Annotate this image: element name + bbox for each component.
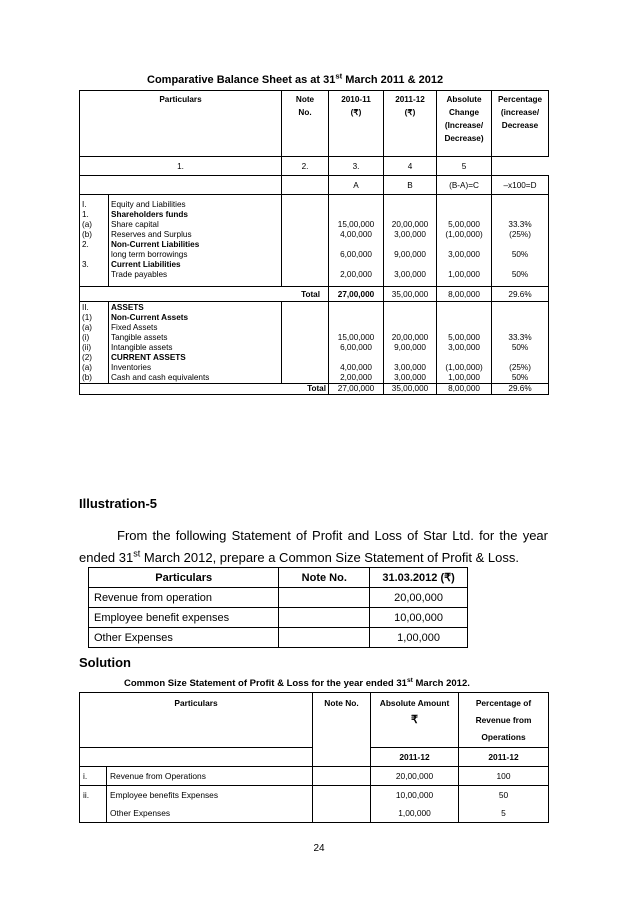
total-label-2: Total: [80, 384, 329, 395]
title-sup: st: [335, 71, 343, 81]
header-absolute-change: Absolute Change (Increase/ Decrease): [437, 91, 492, 157]
pl-label: Revenue from operation: [89, 588, 279, 608]
illustration-text: [79, 525, 548, 569]
sec1-note-col: [282, 195, 329, 287]
page-number: 24: [313, 843, 325, 854]
pl-note: [279, 628, 370, 648]
cs-pct: 5: [459, 804, 549, 823]
pl-label: Other Expenses: [89, 628, 279, 648]
sec2-pct-col: 33.3% 50% (25%) 50%: [492, 302, 549, 384]
total1-chg: 8,00,000: [437, 287, 492, 302]
header-2010-11: 2010-11 (₹): [329, 91, 384, 157]
pl-value: 10,00,000: [370, 608, 468, 628]
pl-note: [279, 608, 370, 628]
num-4: 4: [384, 157, 437, 176]
header-percentage: Percentage (increase/ Decrease: [492, 91, 549, 157]
sec1-y2-col: 20,00,000 3,00,000 9,00,000 3,00,000: [384, 195, 437, 287]
cs-label: Employee benefits Expenses: [107, 786, 313, 805]
total-row-1: [80, 287, 549, 302]
total1-y2: 35,00,000: [384, 287, 437, 302]
comparative-balance-sheet-table: [79, 90, 549, 395]
total2-chg: 8,00,000: [437, 384, 492, 395]
table-row: [80, 786, 549, 805]
pl-label: Employee benefit expenses: [89, 608, 279, 628]
pl-header-row: [89, 568, 468, 588]
letter-a: A: [329, 176, 384, 195]
letter-c: (B-A)=C: [437, 176, 492, 195]
blank-cell: [80, 176, 282, 195]
total2-y1: 27,00,000: [329, 384, 384, 395]
total1-y1: 27,00,000: [329, 287, 384, 302]
sec2-note-col: [282, 302, 329, 384]
cs-num: [80, 804, 107, 823]
pl-header-date: 31.03.2012 (₹): [370, 568, 468, 588]
sec1-y1-col: 15,00,000 4,00,000 6,00,000 2,00,000: [329, 195, 384, 287]
equity-liabilities-section: [80, 195, 549, 287]
total1-pct: 29.6%: [492, 287, 549, 302]
table-row: [89, 608, 468, 628]
cs-year-b: 2011-12: [459, 748, 549, 767]
pl-header-note: Note No.: [279, 568, 370, 588]
blank-cell: [282, 176, 329, 195]
cs-amount: 10,00,000: [371, 786, 459, 805]
table-row: [89, 588, 468, 608]
num-3: 3.: [329, 157, 384, 176]
cs-pct: 100: [459, 767, 549, 786]
cs-header-particulars: Particulars: [80, 693, 313, 748]
letters-row: [80, 176, 549, 195]
cs-note: [313, 767, 371, 786]
cs-pct: 50: [459, 786, 549, 805]
cs-label: Other Expenses: [107, 804, 313, 823]
cs-amount: 20,00,000: [371, 767, 459, 786]
sec2-num-col: II. (1) (a) (i) (ii) (2) (a) (b): [80, 302, 109, 384]
cs-note: [313, 786, 371, 805]
illustration-line-1: From the following Statement of Profit and Loss of Star Ltd. for the year: [117, 528, 548, 543]
pl-value: 20,00,000: [370, 588, 468, 608]
sec1-pct-col: 33.3% (25%) 50% 50%: [492, 195, 549, 287]
cs-num: ii.: [80, 786, 107, 805]
sec1-num-col: I. 1. (a) (b) 2. 3.: [80, 195, 109, 287]
cs-header-percentage: Percentage of Revenue from Operations: [459, 693, 549, 748]
cs-label: Revenue from Operations: [107, 767, 313, 786]
cs-note: [313, 804, 371, 823]
total2-pct: 29.6%: [492, 384, 549, 395]
header-particulars: Particulars: [80, 91, 282, 157]
table-row: [80, 767, 549, 786]
pl-header-particulars: Particulars: [89, 568, 279, 588]
sec2-chg-col: 5,00,000 3,00,000 (1,00,000) 1,00,000: [437, 302, 492, 384]
cs-header-note: Note No.: [313, 693, 371, 767]
cs-amount: 1,00,000: [371, 804, 459, 823]
num-2: 2.: [282, 157, 329, 176]
sec2-y1-col: 15,00,000 6,00,000 4,00,000 2,00,000: [329, 302, 384, 384]
num-1: 1.: [80, 157, 282, 176]
pl-value: 1,00,000: [370, 628, 468, 648]
balance-sheet-title: [147, 71, 444, 86]
letter-b: B: [384, 176, 437, 195]
cs-year-a: 2011-12: [371, 748, 459, 767]
title-text: Comparative Balance Sheet as at 31: [147, 74, 336, 86]
common-size-table: [79, 692, 549, 823]
num-5: 5: [437, 157, 492, 176]
numbering-row: [80, 157, 549, 176]
total-row-2: [80, 384, 549, 395]
cs-num: i.: [80, 767, 107, 786]
title-rest: March 2011 & 2012: [342, 74, 444, 86]
header-note: Note No.: [282, 91, 329, 157]
pl-note: [279, 588, 370, 608]
assets-section: [80, 302, 549, 384]
total-label-1: Total: [80, 287, 329, 302]
solution-title: Common Size Statement of Profit & Loss for the year ended 31st March 2012.: [124, 676, 470, 689]
solution-heading: Solution: [79, 655, 131, 670]
illustration-line-2: ended 31st March 2012, prepare a Common Size Statement of Profit & Loss.: [79, 548, 519, 565]
illustration-heading: Illustration-5: [79, 496, 158, 511]
cs-header-absolute: Absolute Amount ₹: [371, 693, 459, 748]
total2-y2: 35,00,000: [384, 384, 437, 395]
table-row: [89, 628, 468, 648]
sec2-y2-col: 20,00,000 9,00,000 3,00,000 3,00,000: [384, 302, 437, 384]
profit-loss-table: [88, 567, 468, 648]
sec1-chg-col: 5,00,000 (1,00,000) 3,00,000 1,00,000: [437, 195, 492, 287]
header-row: [80, 91, 549, 157]
cs-header-row: [80, 693, 549, 748]
blank-cell: [80, 748, 313, 767]
header-2011-12: 2011-12 (₹): [384, 91, 437, 157]
letter-d: –x100=D: [492, 176, 549, 195]
table-row: [80, 804, 549, 823]
sec1-label-col: Equity and Liabilities Shareholders funds Share capital Reserves and Surplus Non-Current Liabilities long term borrowings Current Liabilities Trade payables: [109, 195, 282, 287]
sec2-label-col: ASSETS Non-Current Assets Fixed Assets Tangible assets Intangible assets CURRENT ASSETS Inventories Cash and cash equivalents: [109, 302, 282, 384]
